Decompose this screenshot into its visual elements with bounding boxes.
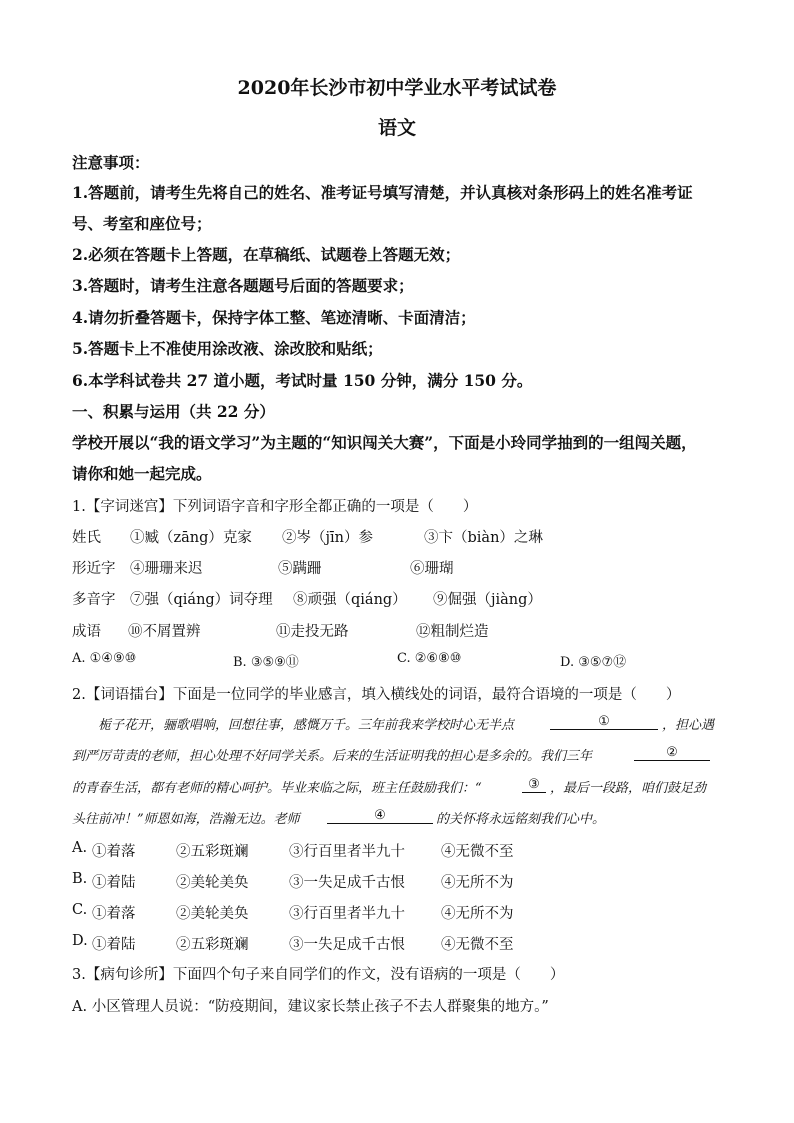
note-line: 4.请勿折叠答题卡，保持字体工整、笔迹清晰、卡面清洁； [72,308,476,327]
q1-option-c: C. ②⑥⑧⑩ [397,651,462,666]
q2-option-item: ③行百里者半九十 [289,906,405,922]
blank-3: ③ [522,777,546,793]
note-line: 1.答题前，请考生先将自己的姓名、准考证号填写清楚，并认真核对条形码上的姓名准考证 [72,183,693,202]
q2-option-item: ①着陆 [92,937,136,953]
q2-option-item: ④无微不至 [441,937,514,953]
q2-option-item: ④无所不为 [441,875,514,891]
q1-item: ③卞（biàn）之琳 [424,530,543,546]
q2-option-item: ①着落 [92,906,136,922]
blank-4: ④ [327,808,433,824]
question-2-stem: 2.【词语擂台】下面是一位同学的毕业感言，填入横线处的词语，最符合语境的一项是（ ） [72,687,681,703]
note-line: 2.必须在答题卡上答题，在草稿纸、试题卷上答题无效； [72,245,461,264]
notes-heading: 注意事项： [72,153,150,172]
q2-option-item: ②美轮美奂 [176,875,249,891]
q1-row-label: 多音字 [72,592,116,608]
q2-option-letter: A. [72,840,88,856]
passage-line: 头往前冲！”师恩如海，浩瀚无边。老师 [72,812,300,827]
q2-option-item: ②美轮美奂 [176,906,249,922]
q1-option-a: A. ①④⑨⑩ [72,651,137,666]
q2-option-letter: C. [72,902,88,918]
note-line: 6.本学科试卷共 27 道小题，考试时量 150 分钟，满分 150 分。 [72,371,533,390]
intro-line: 学校开展以“我的语文学习”为主题的“知识闯关大赛”，下面是小玲同学抽到的一组闯关题， [72,433,697,452]
note-line: 5.答题卡上不准使用涂改液、涂改胶和贴纸； [72,339,383,358]
q1-item: ⑥珊瑚 [410,561,454,577]
q1-item: ⑧顽强（qiáng） [293,592,407,608]
q1-row-label: 形近字 [72,561,116,577]
q2-option-item: ③行百里者半九十 [289,844,405,860]
q1-item: ⑨倔强（jiàng） [433,592,542,608]
q1-item: ④珊珊来迟 [130,561,203,577]
q2-option-letter: D. [72,933,88,949]
q1-item: ⑦强（qiáng）词夺理 [130,592,273,608]
question-3-stem: 3.【病句诊所】下面四个句子来自同学们的作文，没有语病的一项是（ ） [72,967,565,983]
q1-row-label: 成语 [72,624,101,640]
q2-option-item: ④无所不为 [441,906,514,922]
passage-line-tail: ，担心遇 [662,718,715,733]
q1-item: ⑤蹒跚 [278,561,322,577]
q2-option-item: ④无微不至 [441,844,514,860]
q1-option-b: B. ③⑤⑨⑪ [233,655,299,670]
passage-line-tail: ，最后一段路，咱们鼓足劲 [550,781,707,796]
q1-row-label: 姓氏 [72,530,101,546]
question-1-stem: 1.【字词迷宫】下列词语字音和字形全都正确的一项是（ ） [72,499,478,515]
passage-line: 栀子花开，骊歌唱响，回想往事，感慨万千。三年前我来学校时心无半点 [98,718,515,733]
q1-item: ⑪走投无路 [276,624,349,640]
page-title: 2020年长沙市初中学业水平考试试卷 [237,77,557,99]
note-line: 3.答题时，请考生注意各题题号后面的答题要求； [72,276,414,295]
q1-item: ⑩不屑置辨 [128,624,201,640]
page-subtitle: 语文 [377,117,416,139]
blank-2: ② [634,745,710,761]
q2-option-item: ①着陆 [92,875,136,891]
q1-option-d: D. ③⑤⑦⑫ [560,655,627,670]
note-line: 号、考室和座位号； [72,214,212,233]
passage-line: 的青春生活，都有老师的精心呵护。毕业来临之际，班主任鼓励我们：“ [72,781,482,796]
passage-line-tail: 的关怀将永远铭刻我们心中。 [436,812,606,827]
passage-line: 到严厉苛责的老师，担心处理不好同学关系。后来的生活证明我的担心是多余的。我们三年 [72,749,593,764]
q2-option-letter: B. [72,871,88,887]
q1-item: ⑫粗制烂造 [416,624,489,640]
q2-option-item: ③一失足成千古恨 [289,937,405,953]
section-heading: 一、积累与运用（共 22 分） [72,402,275,421]
q1-item: ②岑（jīn）参 [282,530,373,546]
q3-option-a: A. 小区管理人员说：“防疫期间，建议家长禁止孩子不去人群聚集的地方。” [72,999,549,1015]
q2-option-item: ①着落 [92,844,136,860]
intro-line: 请你和她一起完成。 [72,464,212,483]
q2-option-item: ③一失足成千古恨 [289,875,405,891]
q2-option-item: ②五彩斑斓 [176,937,249,953]
q2-option-item: ②五彩斑斓 [176,844,249,860]
blank-1: ① [550,714,658,730]
q1-item: ①臧（zāng）克家 [130,530,252,546]
